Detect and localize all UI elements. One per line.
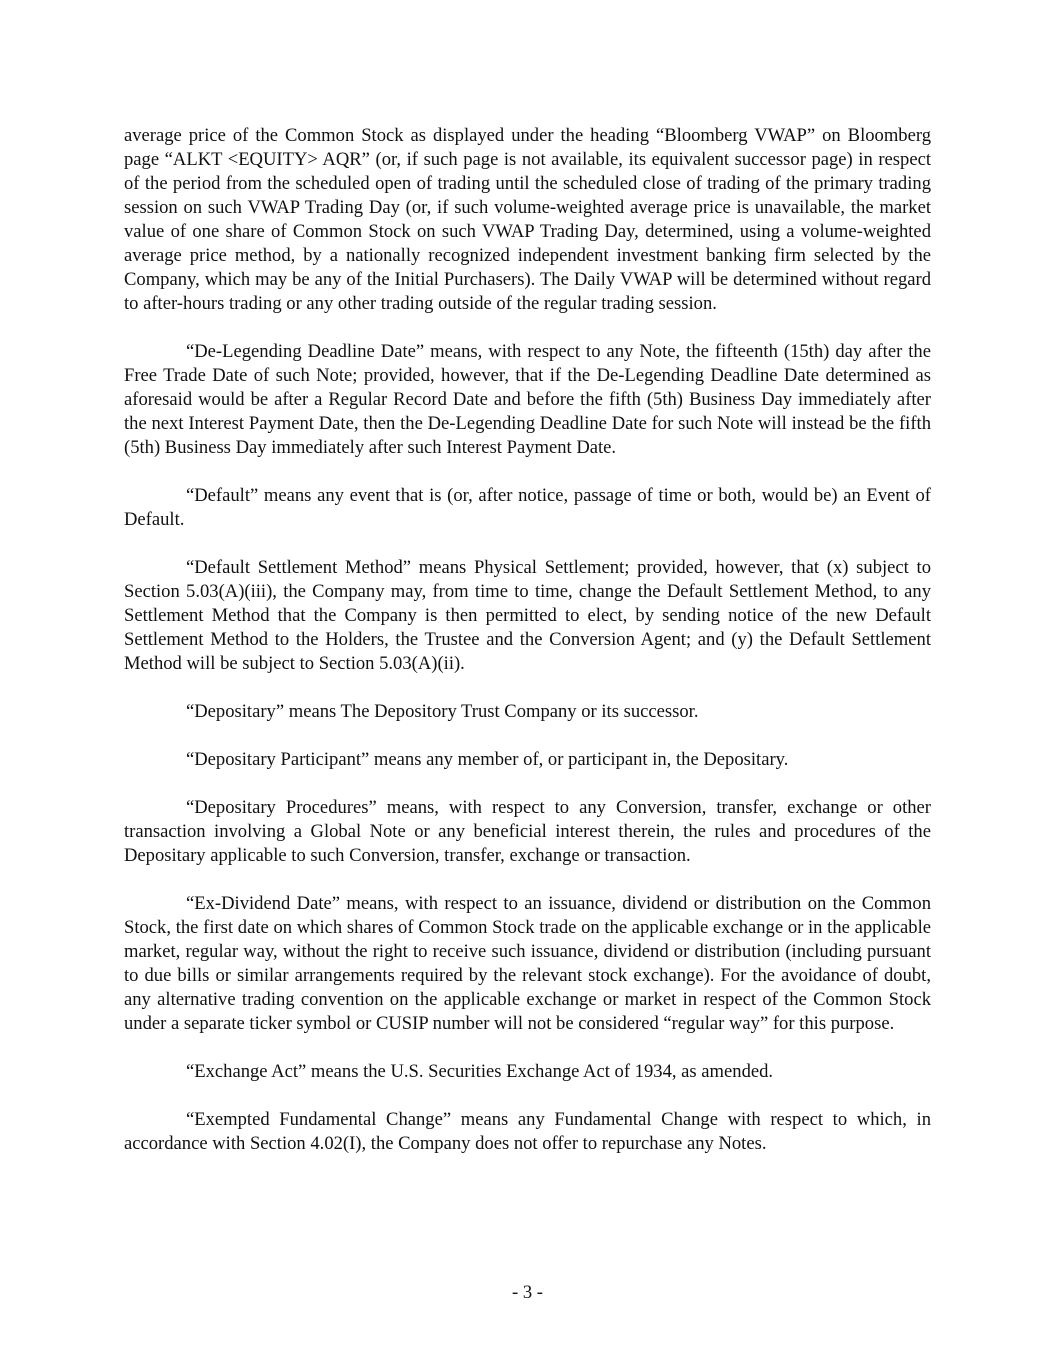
definition-depositary: “Depositary” means The Depository Trust Company or its successor. — [186, 701, 699, 722]
definition-ex-dividend-date: “Ex-Dividend Date” means, with respect to an issuance, dividend or distribution on the Common Stock, the first date on which shares of Common Stock trade on the applicable exchange or in the applicable market, regular way, without the right to receive such issuance, dividend or distribution (including pursuant to due bills or similar arrangements required by the relevant stock exchange). For the avoidance of doubt, any alternative trading convention on the applicable exchange or market in respect of the Common Stock under a separate ticker symbol or CUSIP number will not be considered “regular way” for this purpose. — [124, 893, 931, 1034]
paragraph-vwap-continued: average price of the Common Stock as displayed under the heading “Bloomberg VWAP” on Bloomberg page “ALKT <EQUITY> AQR” (or, if such page is not available, its equivalent successor page) in respect of the period from the scheduled open of trading until the scheduled close of trading of the primary trading session on such VWAP Trading Day (or, if such volume-weighted average price is unavailable, the market value of one share of Common Stock on such VWAP Trading Day, determined, using a volume-weighted average price method, by a nationally recognized independent investment banking firm selected by the Company, which may be any of the Initial Purchasers). The Daily VWAP will be determined without regard to after-hours trading or any other trading outside of the regular trading session. — [124, 125, 931, 314]
definition-de-legending-deadline-date: “De-Legending Deadline Date” means, with respect to any Note, the fifteenth (15th) day after the Free Trade Date of such Note; provided, however, that if the De-Legending Deadline Date determined as aforesaid would be after a Regular Record Date and before the fifth (5th) Business Day immediately after the next Interest Payment Date, then the De-Legending Deadline Date for such Note will instead be the fifth (5th) Business Day immediately after such Interest Payment Date. — [124, 341, 931, 458]
page-number: - 3 - — [512, 1282, 543, 1303]
page-body — [124, 124, 931, 1180]
definition-exempted-fundamental-change: “Exempted Fundamental Change” means any Fundamental Change with respect to which, in accordance with Section 4.02(I), the Company does not offer to repurchase any Notes. — [124, 1109, 931, 1154]
definition-default: “Default” means any event that is (or, after notice, passage of time or both, would be) an Event of Default. — [124, 485, 931, 530]
definition-default-settlement-method: “Default Settlement Method” means Physical Settlement; provided, however, that (x) subject to Section 5.03(A)(iii), the Company may, from time to time, change the Default Settlement Method, to any Settlement Method that the Company is then permitted to elect, by sending notice of the new Default Settlement Method to the Holders, the Trustee and the Conversion Agent; and (y) the Default Settlement Method will be subject to Section 5.03(A)(ii). — [124, 557, 931, 674]
definition-exchange-act: “Exchange Act” means the U.S. Securities Exchange Act of 1934, as amended. — [186, 1061, 774, 1082]
definition-depositary-participant: “Depositary Participant” means any member of, or participant in, the Depositary. — [186, 749, 789, 770]
definition-depositary-procedures: “Depositary Procedures” means, with respect to any Conversion, transfer, exchange or other transaction involving a Global Note or any beneficial interest therein, the rules and procedures of the Depositary applicable to such Conversion, transfer, exchange or transaction. — [124, 797, 931, 866]
